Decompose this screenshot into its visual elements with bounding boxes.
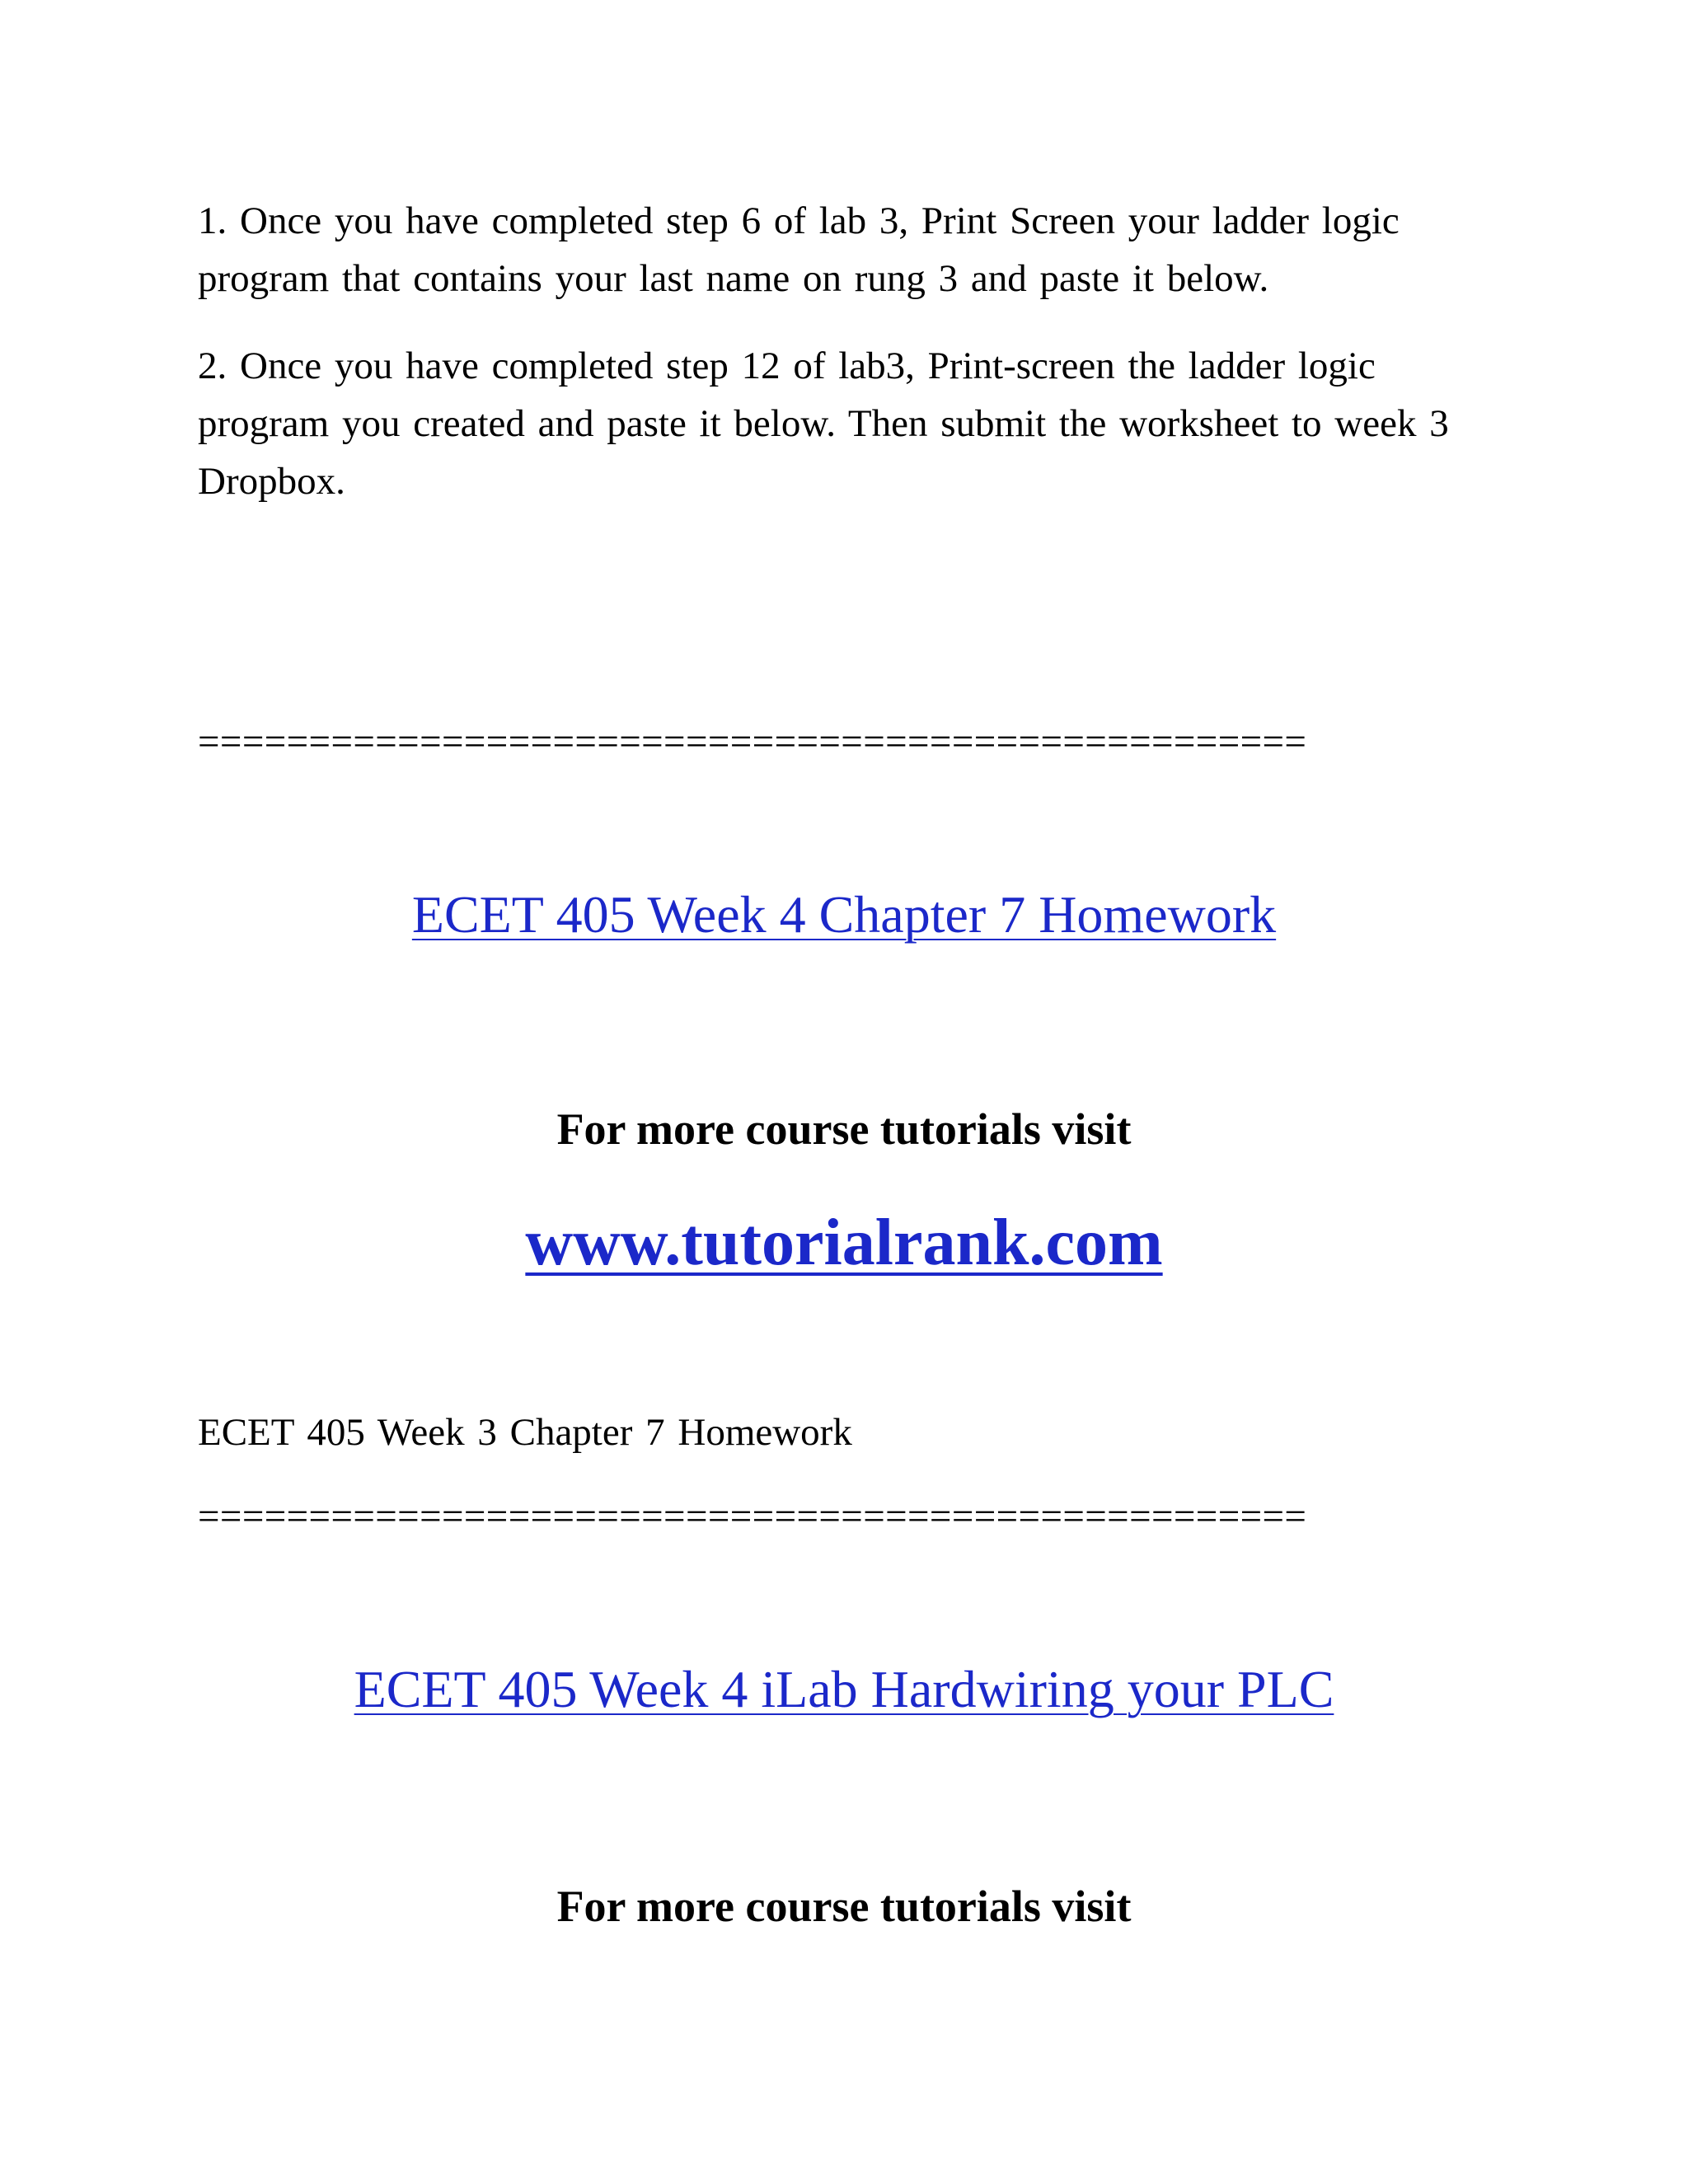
link-tutorialrank-site[interactable]: www.tutorialrank.com (525, 1207, 1163, 1279)
separator-line-2: ================================================== (198, 1495, 1307, 1538)
promo-text-2: For more course tutorials visit (556, 1882, 1132, 1931)
instruction-paragraph-2: 2. Once you have completed step 12 of lab3, Print-screen the ladder logic program you created and paste it below. Then submit the worksheet to week 3 Dropbox. (198, 344, 1449, 503)
promo-text-1: For more course tutorials visit (556, 1104, 1132, 1154)
instruction-paragraph-1: 1. Once you have completed step 6 of lab 3, Print Screen your ladder logic program that contains your last name on rung 3 and paste it below. (198, 199, 1400, 300)
link-week4-ilab-hardwiring[interactable]: ECET 405 Week 4 iLab Hardwiring your PLC (354, 1660, 1334, 1718)
link-week4-chapter7-homework[interactable]: ECET 405 Week 4 Chapter 7 Homework (411, 885, 1277, 944)
course-title-week3: ECET 405 Week 3 Chapter 7 Homework (198, 1411, 852, 1454)
separator-line-1: ================================================== (198, 720, 1307, 763)
